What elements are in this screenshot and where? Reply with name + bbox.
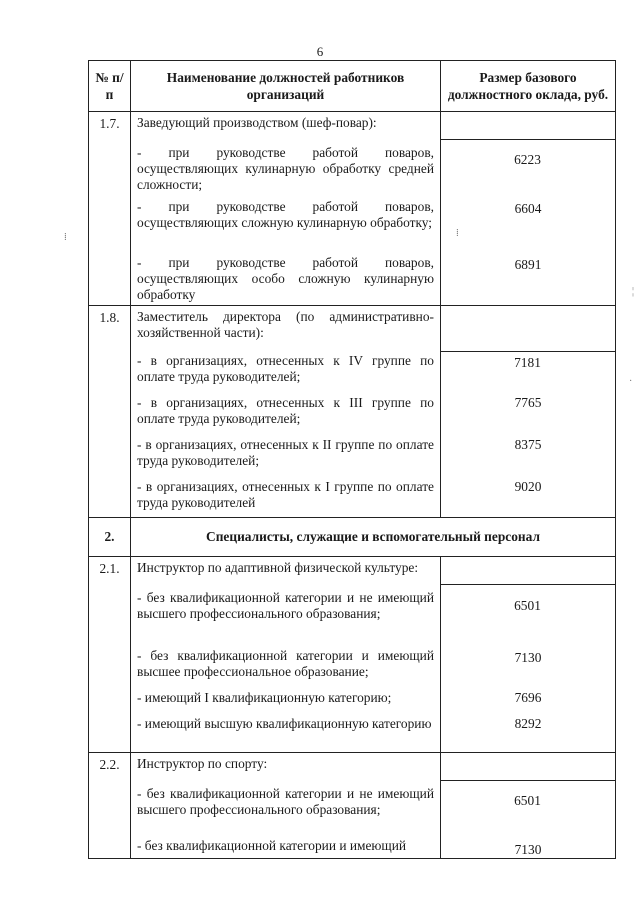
list-item: - в организациях, отнесенных к I группе по оплате труда руководителей — [137, 479, 434, 510]
salary-value: 6604 — [514, 201, 542, 216]
table-row — [89, 557, 616, 753]
salary-value: 8375 — [514, 437, 542, 452]
salary-value: 6891 — [514, 257, 542, 272]
scan-mark: ⁞ — [456, 228, 459, 239]
list-item: - при руководстве работой поваров, осуществляющих особо сложную кулинарную обработку — [137, 255, 434, 302]
table-row — [89, 306, 616, 518]
row-number: 2.1. — [89, 557, 131, 753]
scan-mark: · — [629, 376, 633, 387]
list-item: - имеющий высшую квалификационную категорию — [137, 716, 432, 731]
salary-table — [88, 60, 616, 859]
salary-value: 9020 — [514, 479, 542, 494]
salary-value: 6501 — [440, 780, 615, 836]
salary-value: 7181 — [440, 351, 615, 393]
salary-value: 7696 — [514, 690, 542, 705]
page-number: 6 — [316, 44, 324, 59]
section-row — [89, 518, 616, 557]
salary-value: 6223 — [440, 139, 615, 195]
salary-value: 7130 — [514, 842, 542, 857]
section-title: Специалисты, служащие и вспомогательный персонал — [131, 518, 616, 557]
salary-value: 8292 — [514, 716, 542, 731]
salary-value: 6501 — [440, 584, 615, 644]
table-row — [89, 753, 616, 859]
list-item: - без квалификационной категории и имеющий — [137, 838, 407, 853]
table-header-row — [89, 61, 616, 112]
row-title: Заместитель директора (по административно-хозяйственной части): — [137, 309, 434, 340]
row-name-cell — [131, 112, 441, 306]
list-item: - без квалификационной категории и не имеющий высшего профессионального образования; — [137, 786, 434, 817]
list-item: - без квалификационной категории и не имеющий высшего профессионального образования; — [137, 590, 434, 621]
header-num: № п/п — [89, 61, 131, 112]
row-salary-cell — [441, 753, 616, 859]
row-salary-cell — [441, 557, 616, 753]
list-item: - в организациях, отнесенных к IV группе по оплате труда руководителей; — [137, 353, 434, 384]
row-salary-cell — [441, 306, 616, 518]
row-number: 1.7. — [89, 112, 131, 306]
row-number: 1.8. — [89, 306, 131, 518]
row-title: Инструктор по адаптивной физической культуре: — [137, 560, 419, 575]
row-name-cell — [131, 557, 441, 753]
header-name: Наименование должностей работников организаций — [131, 61, 441, 112]
list-item: - без квалификационной категории и имеющий высшее профессиональное образование; — [137, 648, 434, 679]
scan-mark: ⁞ — [64, 232, 67, 243]
row-name-cell — [131, 753, 441, 859]
list-item: - имеющий I квалификационную категорию; — [137, 690, 392, 705]
table-row — [89, 112, 616, 306]
header-salary: Размер базового должностного оклада, руб. — [441, 61, 616, 112]
list-item: - при руководстве работой поваров, осуществляющих кулинарную обработку средней сложности; — [137, 145, 434, 192]
salary-value: 7765 — [514, 395, 542, 410]
row-title: Заведующий производством (шеф-повар): — [137, 115, 377, 130]
scan-mark: ¦ — [632, 286, 635, 297]
salary-value: 7130 — [514, 650, 542, 665]
list-item: - в организациях, отнесенных к III группе по оплате труда руководителей; — [137, 395, 434, 426]
list-item: - в организациях, отнесенных к II группе по оплате труда руководителей; — [137, 437, 434, 468]
section-number: 2. — [89, 518, 131, 557]
row-number: 2.2. — [89, 753, 131, 859]
row-salary-cell — [441, 112, 616, 306]
row-title: Инструктор по спорту: — [137, 756, 268, 771]
row-name-cell — [131, 306, 441, 518]
list-item: - при руководстве работой поваров, осуществляющих сложную кулинарную обработку; — [137, 199, 434, 230]
